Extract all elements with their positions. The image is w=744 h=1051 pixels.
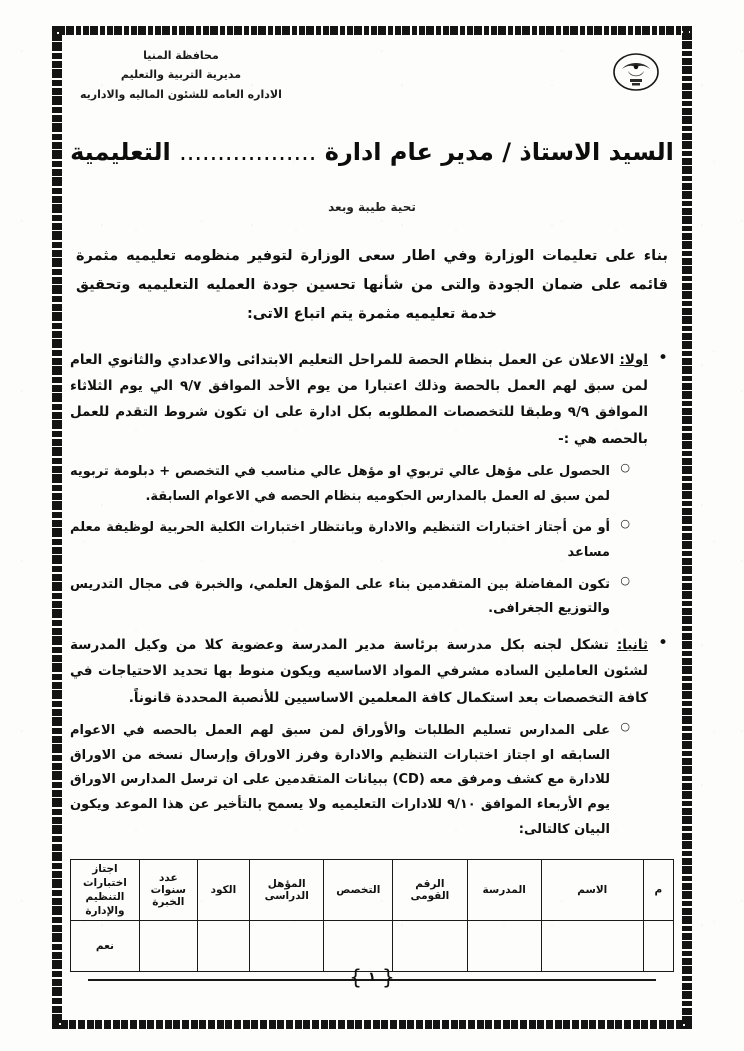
header-line-3: الاداره العامه للشئون الماليه والاداريه (80, 87, 282, 101)
clause-item (70, 632, 670, 842)
page-edge-left (52, 26, 62, 1029)
title-prefix: السيد الاستاذ / مدير عام ادارة (324, 137, 674, 166)
brace-right: } (349, 965, 363, 989)
clause-text (70, 632, 648, 711)
clause-body: تشكل لجنه بكل مدرسة برئاسة مدير المدرسة وعضوية كلا من وكيل المدرسة لشئون العاملين الساده مشرفي المواد الاساسيه ويكون منوط بها تحديد الاحتياجات في كافة التخصصات بعد استكمال كافة المعلمين الاساسيين للأنصبة المحددة قانوناً. (70, 637, 648, 706)
column-header-code: الكود (197, 859, 249, 921)
sub-clause-item (70, 516, 630, 565)
applicants-table (70, 859, 674, 973)
sub-clause-text: ○ تكون المفاضلة بين المتقدمين بناء على المؤهل العلمي، والخبرة فى مجال التدريس والتوزيع الجغرافى. (70, 576, 610, 617)
document-header (70, 40, 674, 104)
brace-left: { (381, 965, 395, 989)
title-suffix: التعليمية (70, 137, 171, 166)
column-header-name: الاسم (541, 859, 643, 921)
national-eagle-emblem-icon (608, 50, 664, 98)
clause-text (70, 347, 648, 452)
clause-label: ثانيا: (616, 637, 649, 654)
document-content (70, 40, 674, 1011)
sub-clause-text: ○ على المدارس تسليم الطلبات والأوراق لمن سبق لهم العمل بالحصه في الاعوام السابقه او اجتاز اختبارات التنظيم والادارة وفرز الاوراق وإرسال نسخه من الاوراق للادارة مع كشف ومرفق معه (CD) ببيانات المتقدمين على ان ترسل المدارس الاوراق يوم الأربعاء الموافق ٩/١٠ للادارات التعليميه ولا يسمح بالتأخير عن هذا الموعد ويكون البيان كالتالى: (70, 723, 610, 837)
greeting-line: تحية طيبة وبعد (328, 199, 416, 214)
page-number-value: ١ (368, 969, 376, 985)
sub-clause-item (70, 573, 630, 622)
column-header-seq: م (643, 859, 673, 921)
clause-label: اولا: (619, 351, 649, 368)
applicants-table-wrapper (70, 859, 674, 973)
page-number-footer (70, 965, 674, 989)
header-org-lines (80, 46, 282, 104)
page-edge-bottom (52, 1020, 692, 1029)
intro-paragraph: بناء على تعليمات الوزارة وفي اطار سعى الوزارة لتوفير منظومه تعليميه مثمرة قائمه على ضمان الجودة والتى من شأنها تحسين جودة العمليه التعليميه وتحقيق خدمة تعليميه مثمرة يتم اتباع الاتى: (76, 247, 668, 322)
page-edge-top (52, 26, 692, 35)
sub-clause-item (70, 460, 630, 509)
cell-passed-exam: نعم (71, 921, 140, 972)
column-header-qualification: المؤهل الدراسى (250, 859, 324, 921)
column-header-national-id: الرقم القومى (393, 859, 467, 921)
column-header-experience-years: عدد سنوات الخبرة (139, 859, 197, 921)
title-dots: .................. (179, 137, 317, 166)
page-title (70, 138, 674, 166)
column-header-school: المدرسة (467, 859, 541, 921)
clause-item (70, 347, 670, 622)
clause-body: الاعلان عن العمل بنظام الحصة للمراحل التعليم الابتدائى والاعدادي والثانوي العام لمن سبق لهم العمل بالحصة وذلك اعتبارا من يوم الأحد الموافق ٩/٧ الي يوم الثلاثاء الموافق ٩/٩ وطبقا للتخصصات المطلوبه بكل ادارة على ان تكون شروط التقدم للعمل بالحصه هي :- (70, 351, 649, 447)
column-header-passed-exam: اجتاز اختبارات التنظيم والإدارة (71, 859, 140, 921)
sub-clauses-list (70, 460, 648, 622)
sub-clause-item (70, 719, 630, 842)
sub-clause-text: ○ الحصول على مؤهل عالي تربوي او مؤهل عالي مناسب في التخصص + دبلومة تربويه لمن سبق له العمل بالمدارس الحكوميه بنظام الحصه في الاعوام السابقة. (70, 464, 610, 504)
table-header-row (71, 859, 674, 921)
page-edge-right (682, 26, 692, 1029)
sub-clauses-list (70, 719, 648, 842)
header-line-1: محافظة المنيا (143, 49, 219, 62)
column-header-specialization: التخصص (324, 859, 393, 921)
sub-clause-text: ○ أو من أجتاز اختبارات التنظيم والادارة وبانتظار اختبارات الكلية الحربية لوظيفة معلم مساعد (70, 520, 610, 561)
header-line-2: مديرية التربية والتعليم (120, 68, 242, 82)
clauses-list (70, 347, 674, 843)
